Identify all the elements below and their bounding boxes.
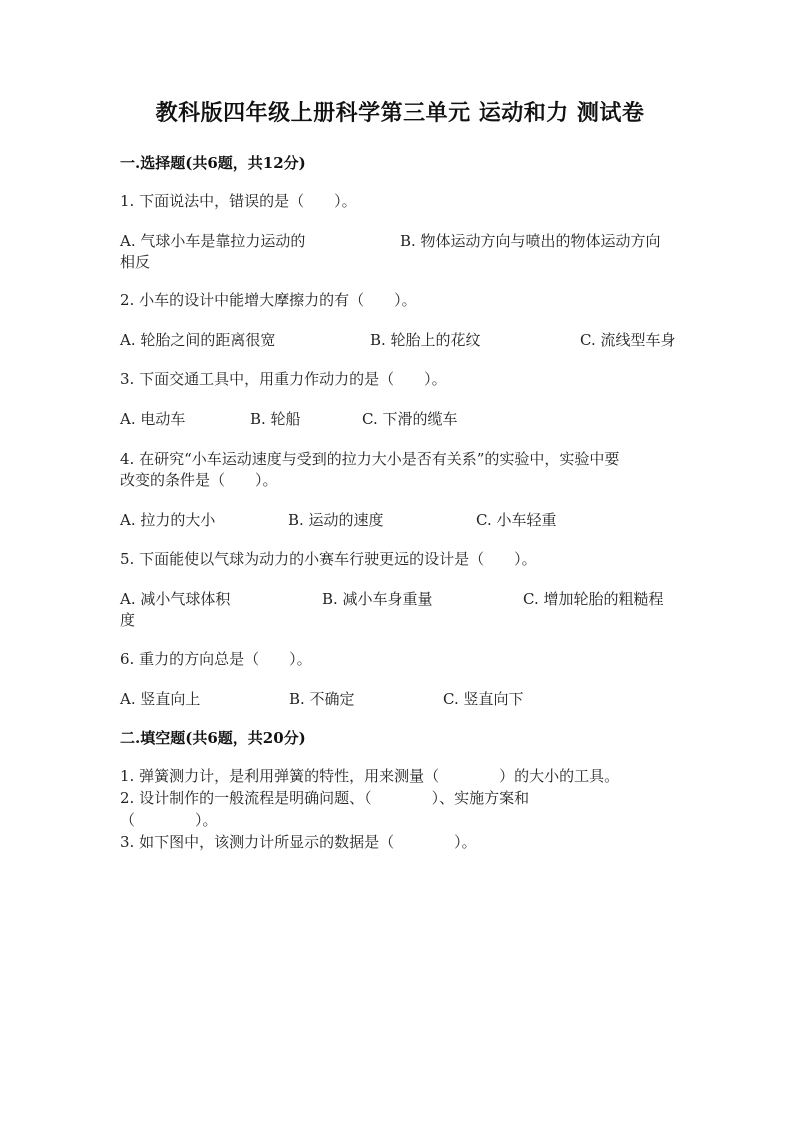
question-4-option-a: A. 拉力的大小 bbox=[120, 511, 216, 529]
question-5-option-b: B. 减小车身重量 bbox=[322, 590, 433, 608]
question-2-option-c: C. 流线型车身 bbox=[580, 331, 676, 349]
question-3-option-b: B. 轮船 bbox=[250, 410, 301, 428]
page-title: 教科版四年级上册科学第三单元 运动和力 测试卷 bbox=[155, 100, 645, 126]
section-heading-fill-blank: 二.填空题(共6题，共20分) bbox=[120, 729, 306, 747]
question-6-stem: 6. 重力的方向总是（ ）。 bbox=[120, 650, 312, 668]
fill-question-1: 1. 弹簧测力计，是利用弹簧的特性，用来测量（ ）的大小的工具。 bbox=[120, 767, 620, 785]
question-2-stem: 2. 小车的设计中能增大摩擦力的有（ ）。 bbox=[120, 291, 417, 309]
question-4-stem-continued: 改变的条件是（ ）。 bbox=[120, 471, 278, 489]
question-3-stem: 3. 下面交通工具中，用重力作动力的是（ ）。 bbox=[120, 370, 447, 388]
question-1-option-b-continued: 相反 bbox=[120, 253, 151, 271]
question-4-stem: 4. 在研究“小车运动速度与受到的拉力大小是否有关系”的实验中，实验中要 bbox=[120, 450, 620, 468]
section-heading-choice: 一.选择题(共6题，共12分) bbox=[120, 154, 306, 172]
question-3-option-c: C. 下滑的缆车 bbox=[362, 410, 458, 428]
fill-question-3: 3. 如下图中，该测力计所显示的数据是（ ）。 bbox=[120, 833, 477, 851]
question-5-stem: 5. 下面能使以气球为动力的小赛车行驶更远的设计是（ ）。 bbox=[120, 550, 537, 568]
question-5-option-c: C. 增加轮胎的粗糙程 bbox=[523, 590, 664, 608]
question-6-option-b: B. 不确定 bbox=[289, 690, 355, 708]
question-2-option-b: B. 轮胎上的花纹 bbox=[370, 331, 481, 349]
question-5-option-a: A. 减小气球体积 bbox=[120, 590, 231, 608]
fill-question-2: 2. 设计制作的一般流程是明确问题、（ ）、实施方案和 bbox=[120, 789, 530, 807]
question-6-option-c: C. 竖直向下 bbox=[443, 690, 524, 708]
question-1-stem: 1. 下面说法中，错误的是（ ）。 bbox=[120, 192, 357, 210]
question-3-option-a: A. 电动车 bbox=[120, 410, 186, 428]
question-4-option-c: C. 小车轻重 bbox=[476, 511, 557, 529]
question-4-option-b: B. 运动的速度 bbox=[288, 511, 384, 529]
question-1-option-a: A. 气球小车是靠拉力运动的 bbox=[120, 232, 306, 250]
question-5-option-c-continued: 度 bbox=[120, 611, 136, 629]
fill-question-2-continued: （ ）。 bbox=[120, 811, 218, 829]
question-6-option-a: A. 竖直向上 bbox=[120, 690, 201, 708]
question-1-option-b: B. 物体运动方向与喷出的物体运动方向 bbox=[400, 232, 661, 250]
question-2-option-a: A. 轮胎之间的距离很宽 bbox=[120, 331, 276, 349]
